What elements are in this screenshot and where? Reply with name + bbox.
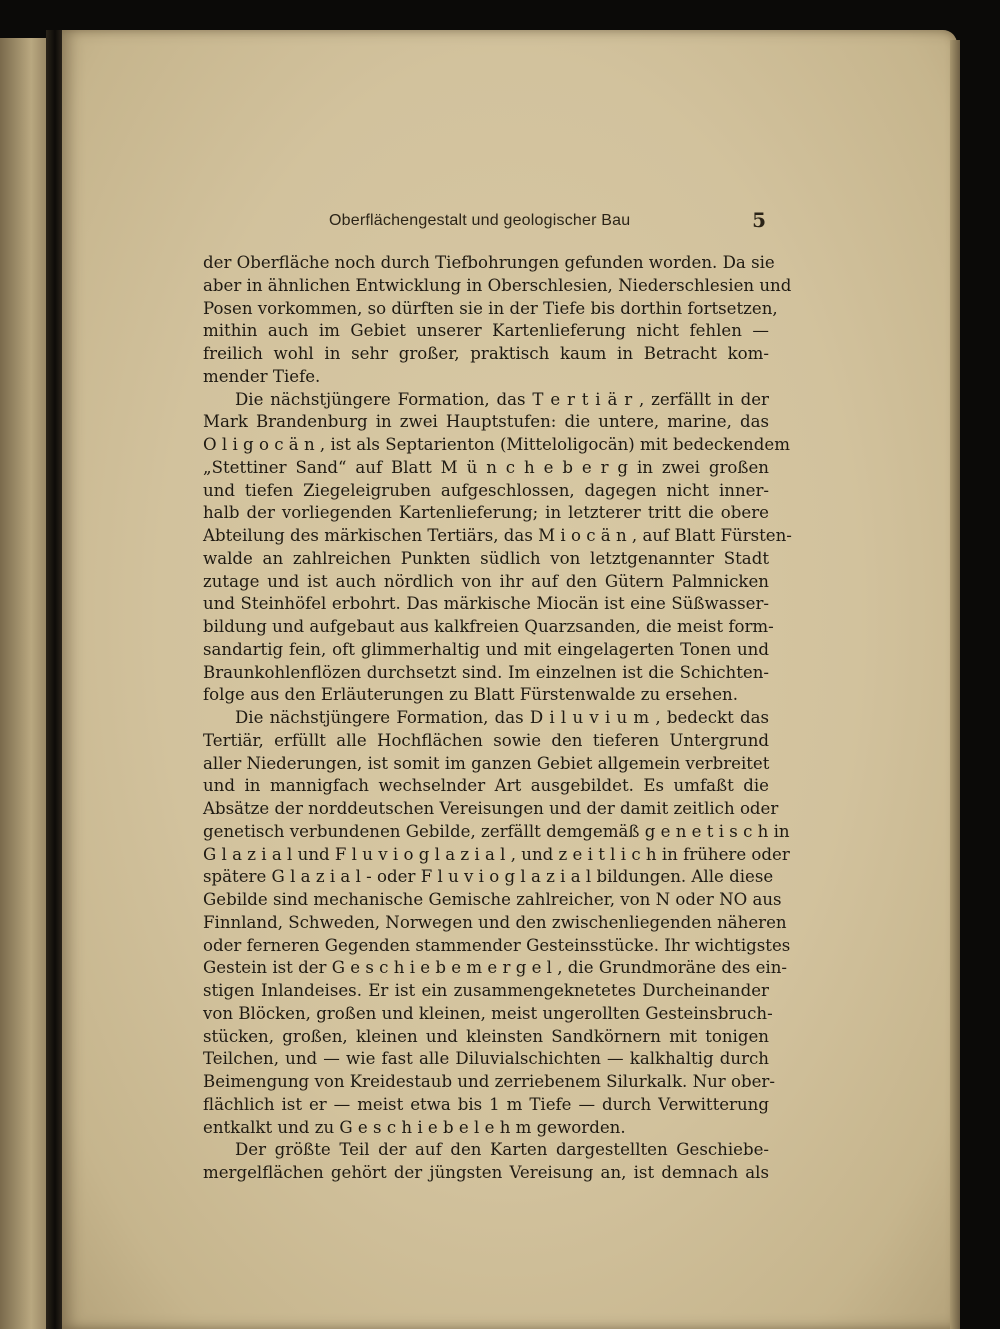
text-line: und Steinhöfel erbohrt. Das märkische Miocän ist eine Süßwasser- bbox=[203, 594, 769, 614]
text-line: Braunkohlenflözen durchsetzt sind. Im einzelnen ist die Schichten- bbox=[203, 662, 769, 682]
text-line: mender Tiefe. bbox=[203, 366, 321, 386]
text-line: mithin auch im Gebiet unserer Kartenlieferung nicht fehlen — bbox=[203, 321, 769, 341]
text-line: zutage und ist auch nördlich von ihr auf den Gütern Palmnicken bbox=[203, 571, 769, 591]
text-line: der Oberfläche noch durch Tiefbohrungen gefunden worden. Da sie bbox=[203, 253, 775, 272]
text-line: oder ferneren Gegenden stammender Gesteinsstücke. Ihr wichtigstes bbox=[203, 935, 791, 955]
text-line: und tiefen Ziegeleigruben aufgeschlossen, dagegen nicht inner- bbox=[203, 480, 769, 500]
text-line: halb der vorliegenden Kartenlieferung; in letzterer tritt die obere bbox=[203, 503, 769, 523]
text-line: bildung und aufgebaut aus kalkfreien Quarzsanden, die meist form- bbox=[203, 617, 774, 636]
text-line: von Blöcken, großen und kleinen, meist ungerollten Gesteinsbruch- bbox=[203, 1003, 773, 1023]
text-line: Teilchen, und — wie fast alle Diluvialschichten — kalkhaltig durch bbox=[203, 1049, 769, 1069]
text-line: Absätze der norddeutschen Vereisungen und der damit zeitlich oder bbox=[203, 799, 779, 818]
running-header bbox=[329, 208, 774, 234]
page-number: 5 bbox=[752, 208, 766, 232]
text-line: walde an zahlreichen Punkten südlich von letztgenannter Stadt bbox=[203, 548, 769, 568]
text-line: Abteilung des märkischen Tertiärs, das M i o c ä n , auf Blatt Fürsten- bbox=[203, 526, 792, 545]
facing-page-edge bbox=[0, 38, 52, 1329]
text-line: genetisch verbundenen Gebilde, zerfällt demgemäß g e n e t i s c h in bbox=[203, 821, 790, 841]
text-line: O l i g o c ä n , ist als Septarienton (Mitteloligocän) mit bedeckendem bbox=[203, 435, 790, 454]
text-line: Gestein ist der G e s c h i e b e m e r g e l , die Grundmoräne des ein- bbox=[203, 958, 788, 978]
text-line: Die nächstjüngere Formation, das T e r t i ä r , zerfällt in der bbox=[235, 389, 769, 409]
text-line: stücken, großen, kleinen und kleinsten Sandkörnern mit tonigen bbox=[203, 1026, 769, 1046]
text-line: Tertiär, erfüllt alle Hochflächen sowie den tieferen Untergrund bbox=[203, 730, 769, 750]
text-line: folge aus den Erläuterungen zu Blatt Fürstenwalde zu ersehen. bbox=[203, 685, 738, 705]
running-title: Oberflächengestalt und geologischer Bau bbox=[329, 212, 631, 229]
text-line: „Stettiner Sand“ auf Blatt M ü n c h e b e r g in zwei großen bbox=[203, 457, 769, 477]
text-line: sandartig fein, oft glimmerhaltig und mit eingelagerten Tonen und bbox=[203, 639, 769, 659]
text-line: Finnland, Schweden, Norwegen und den zwischenliegenden näheren bbox=[203, 912, 787, 932]
text-line: aller Niederungen, ist somit im ganzen Gebiet allgemein verbreitet bbox=[203, 753, 770, 773]
text-line: aber in ähnlichen Entwicklung in Oberschlesien, Niederschlesien und bbox=[203, 275, 792, 295]
text-line: Posen vorkommen, so dürften sie in der Tiefe bis dorthin fortsetzen, bbox=[203, 298, 778, 318]
text-line: Mark Brandenburg in zwei Hauptstufen: die untere, marine, das bbox=[203, 412, 769, 432]
text-line: stigen Inlandeises. Er ist ein zusammengeknetetes Durcheinander bbox=[203, 981, 769, 1000]
text-line: Beimengung von Kreidestaub und zerriebenem Silurkalk. Nur ober- bbox=[203, 1072, 775, 1091]
body-text bbox=[203, 252, 792, 1182]
text-line: flächlich ist er — meist etwa bis 1 m Tiefe — durch Verwitterung bbox=[203, 1094, 769, 1114]
page-fore-edge bbox=[950, 40, 960, 1329]
text-line: Die nächstjüngere Formation, das D i l u v i u m , bedeckt das bbox=[235, 708, 769, 727]
text-line: Gebilde sind mechanische Gemische zahlreicher, von N oder NO aus bbox=[203, 890, 782, 909]
text-line: freilich wohl in sehr großer, praktisch kaum in Betracht kom- bbox=[203, 344, 769, 363]
text-line: spätere G l a z i a l - oder F l u v i o g l a z i a l bildungen. Alle diese bbox=[203, 867, 774, 887]
text-line: Der größte Teil der auf den Karten dargestellten Geschiebe- bbox=[235, 1140, 769, 1160]
text-line: mergelflächen gehört der jüngsten Vereisung an, ist demnach als bbox=[203, 1163, 769, 1182]
text-line: G l a z i a l und F l u v i o g l a z i a l , und z e i t l i c h in frühere oder bbox=[203, 844, 790, 864]
text-line: und in mannigfach wechselnder Art ausgebildet. Es umfaßt die bbox=[203, 776, 769, 796]
text-line: entkalkt und zu G e s c h i e b e l e h m geworden. bbox=[203, 1117, 626, 1137]
